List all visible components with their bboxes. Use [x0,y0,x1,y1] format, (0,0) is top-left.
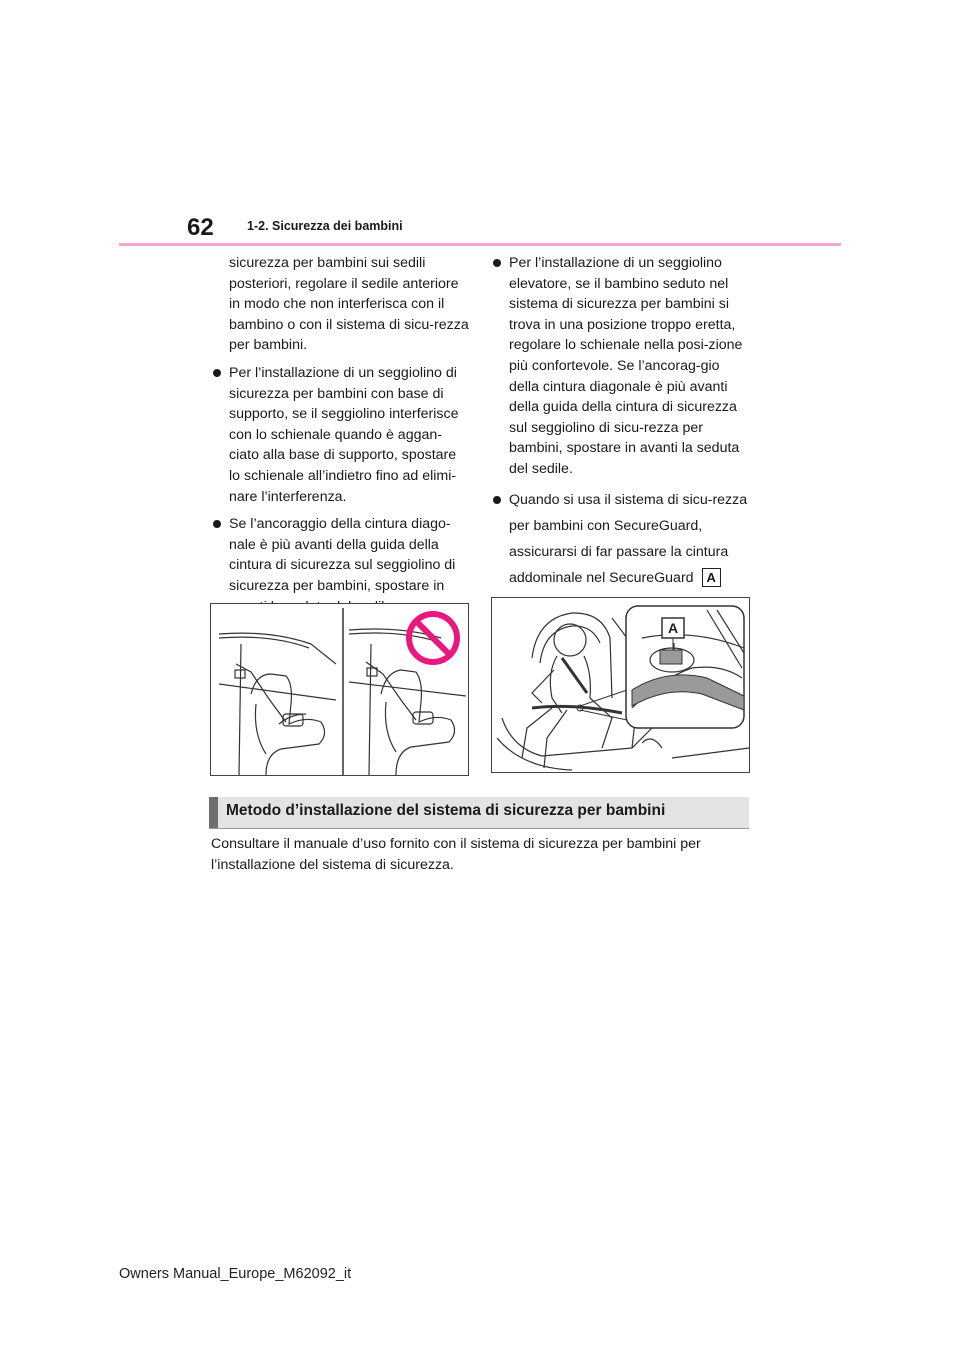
footer-text: Owners Manual_Europe_M62092_it [119,1266,352,1282]
bullet-text: Quando si usa il sistema di sicu-rezza per bambini con SecureGuard, assicurarsi di far passare la cintura addominale nel SecureGuard [509,491,748,586]
section-header: 1-2. Sicurezza dei bambini [247,219,403,233]
header-divider [119,243,841,246]
left-column [211,253,471,624]
bullet-text: Per l’installazione di un seggiolino di sicurezza per bambini con base di supporto, se il seggiolino interferisce con lo schienale quando è aggan-ciato alla base di supporto, spostare lo schienale all’indietro fino ad elimi-nare l’interferenza. [229,364,459,505]
callout-badge: A [702,568,721,587]
bullet-icon [493,259,501,267]
bullet-item [491,253,753,480]
callout-label: A [667,620,679,636]
bullet-icon [493,496,501,504]
secureguard-illustration [491,597,750,773]
continuation-paragraph: sicurezza per bambini sui sedili posteriori, regolare il sedile anteriore in modo che non interferisca con il bambino o con il sistema di sicu-rezza per bambini. [229,255,469,354]
secureguard-drawing [492,598,749,772]
bullet-text: Se l’ancoraggio della cintura diago-nale è più avanti della guida della cintura di sicurezza sul seggiolino di sicurezza per bambini, spostare in [229,516,456,594]
bullet-icon [213,520,221,528]
bullet-item [211,514,471,617]
section-heading-bar [209,797,749,829]
right-column [491,253,753,624]
bullet-icon [213,369,221,377]
section-accent [209,797,218,828]
bullet-text: Per l’installazione di un seggiolino elevatore, se il bambino seduto nel sistema di sicurezza per bambini si trova in una posizione troppo eretta, regolare lo schienale nella posi-zione più confortevole. Se l’ancorag-gio della cintura diagonale è più avanti della guida della cintura di sicurezza sul seggiolino di sicu-rezza per bambini, spostare in avanti la seduta del sedile. [509,255,743,477]
booster-seat-drawing [211,604,468,775]
section-body: Consultare il manuale d’uso fornito con il sistema di sicurezza per bambini per l’installazione del sistema di sicurezza. [211,836,701,873]
section-title: Metodo d’installazione del sistema di sicurezza per bambini [226,802,666,819]
booster-seat-illustration [210,603,469,776]
prohibited-icon [409,614,457,662]
page-number: 62 [187,214,214,241]
bullet-item [211,363,471,507]
